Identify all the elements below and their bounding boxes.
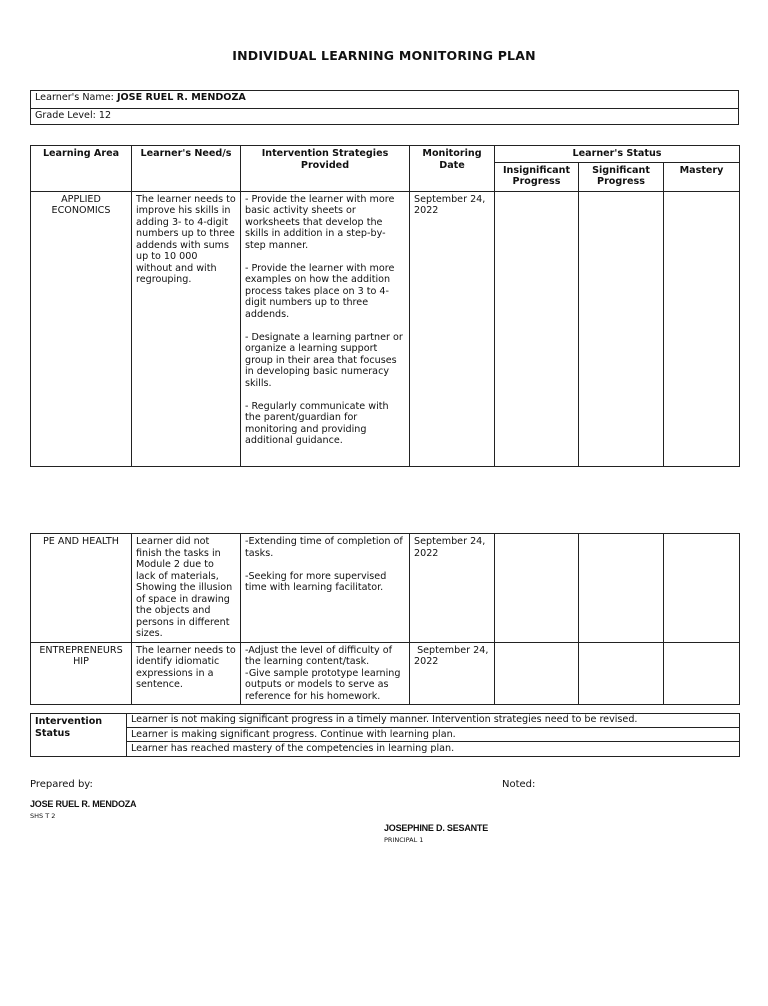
grade-level-row bbox=[31, 109, 739, 125]
insignificant-cell bbox=[495, 191, 579, 466]
strategy-item: - Designate a learning partner or organize a learning support group in their area that focuses in developing basic numeracy skills. bbox=[245, 331, 403, 389]
strategies-cell bbox=[241, 534, 410, 643]
mastery-cell bbox=[664, 191, 740, 466]
prepared-by-name: JOSE RUEL R. MENDOZA bbox=[30, 799, 137, 809]
learning-area-cell: APPLIED ECONOMICS bbox=[31, 191, 132, 466]
prepared-by-role: SHS T 2 bbox=[30, 812, 56, 820]
monitoring-date-cell: September 24, 2022 bbox=[410, 534, 495, 643]
strategies-cell bbox=[241, 642, 410, 705]
significant-cell bbox=[579, 191, 664, 466]
need-cell: The learner needs to improve his skills in adding 3- to 4-digit numbers up to three addends with sums up to 10 000 without and with regrouping. bbox=[132, 191, 241, 466]
status-item: Learner is making significant progress. Continue with learning plan. bbox=[127, 727, 740, 742]
strategy-item: - Provide the learner with more examples on how the addition process takes place on 3 to 4-digit numbers up to three addends. bbox=[245, 262, 395, 320]
document-title: INDIVIDUAL LEARNING MONITORING PLAN bbox=[232, 48, 536, 63]
learner-info-table bbox=[30, 90, 739, 125]
intervention-status-table bbox=[30, 713, 740, 757]
strategy-item: -Extending time of completion of tasks. bbox=[245, 536, 403, 559]
status-item: Learner is not making significant progress in a timely manner. Intervention strategies need to be revised. bbox=[127, 714, 740, 728]
plan-table-continued bbox=[30, 533, 740, 705]
header-strategies: Intervention Strategies Provided bbox=[241, 146, 410, 192]
grade-level: Grade Level: 12 bbox=[31, 109, 739, 125]
prepared-by-label: Prepared by: bbox=[30, 779, 93, 790]
noted-by-role: PRINCIPAL 1 bbox=[384, 836, 424, 844]
table-row bbox=[31, 534, 740, 643]
intervention-status-label: Intervention Status bbox=[31, 714, 127, 757]
learner-name-value: JOSE RUEL R. MENDOZA bbox=[116, 92, 246, 103]
monitoring-date-cell: September 24, 2022 bbox=[410, 642, 495, 705]
noted-by-name: JOSEPHINE D. SESANTE bbox=[384, 823, 489, 833]
header-significant: Significant Progress bbox=[579, 162, 664, 191]
learning-area-cell: ENTREPRENEURS HIP bbox=[31, 642, 132, 705]
noted-label: Noted: bbox=[502, 779, 536, 790]
strategy-item: - Regularly communicate with the parent/guardian for monitoring and providing additional guidance. bbox=[245, 400, 389, 446]
need-cell: The learner needs to identify idiomatic expressions in a sentence. bbox=[132, 642, 241, 705]
mastery-cell bbox=[664, 642, 740, 705]
strategy-item: - Provide the learner with more basic activity sheets or worksheets that develop the skills in addition in a step-by-step manner. bbox=[245, 193, 395, 251]
header-monitoring-date: Monitoring Date bbox=[410, 146, 495, 192]
header-learners-status: Learner's Status bbox=[495, 146, 740, 163]
insignificant-cell bbox=[495, 534, 579, 643]
header-learning-area: Learning Area bbox=[31, 146, 132, 192]
strategy-item: -Seeking for more supervised time with learning facilitator. bbox=[245, 570, 387, 593]
header-insignificant: Insignificant Progress bbox=[495, 162, 579, 191]
strategy-item: -Give sample prototype learning outputs or models to serve as reference for his homework. bbox=[245, 667, 401, 702]
need-cell: Learner did not finish the tasks in Module 2 due to lack of materials, Showing the illusion of space in drawing the objects and persons in different sizes. bbox=[132, 534, 241, 643]
header-mastery: Mastery bbox=[664, 162, 740, 191]
header-needs: Learner's Need/s bbox=[132, 146, 241, 192]
learner-name-row bbox=[31, 91, 739, 109]
insignificant-cell bbox=[495, 642, 579, 705]
significant-cell bbox=[579, 642, 664, 705]
significant-cell bbox=[579, 534, 664, 643]
monitoring-date-cell: September 24, 2022 bbox=[410, 191, 495, 466]
status-item: Learner has reached mastery of the competencies in learning plan. bbox=[127, 742, 740, 757]
strategies-cell bbox=[241, 191, 410, 466]
table-row bbox=[31, 191, 740, 466]
learning-area-cell: PE AND HEALTH bbox=[31, 534, 132, 643]
plan-table bbox=[30, 145, 740, 467]
table-row bbox=[31, 642, 740, 705]
learner-name-label: Learner's Name: bbox=[35, 92, 114, 103]
strategy-item: -Adjust the level of difficulty of the learning content/task. bbox=[245, 644, 393, 667]
mastery-cell bbox=[664, 534, 740, 643]
